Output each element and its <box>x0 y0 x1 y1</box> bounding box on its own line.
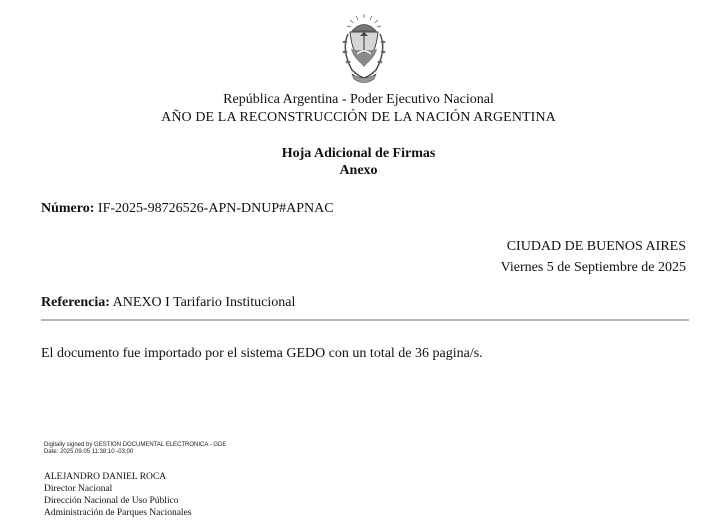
divider <box>41 319 689 321</box>
reference <box>41 295 295 311</box>
header-line-2: AÑO DE LA RECONSTRUCCIÓN DE LA NACIÓN ARGENTINA <box>161 110 556 125</box>
signature-date: Date: 2025.09.05 11:38:10 -03:00 <box>44 449 134 455</box>
signer-name: ALEJANDRO DANIEL ROCA <box>44 472 167 482</box>
coat-of-arms-icon <box>338 12 390 90</box>
document-number <box>41 201 334 217</box>
body-text: El documento fue importado por el sistema GEDO con un total de 36 pagina/s. <box>41 346 483 361</box>
signer-role: Director Nacional <box>44 484 113 494</box>
numero-value: IF-2025-98726526-APN-DNUP#APNAC <box>97 201 334 216</box>
numero-label: Número: <box>41 201 95 216</box>
place: CIUDAD DE BUENOS AIRES <box>506 239 686 254</box>
signer-block <box>44 471 191 519</box>
document-title: Hoja Adicional de Firmas <box>281 146 436 161</box>
signer-office: Dirección Nacional de Uso Público <box>44 496 179 506</box>
referencia-label: Referencia: <box>41 295 110 310</box>
date: Viernes 5 de Septiembre de 2025 <box>500 260 686 275</box>
signature-line-1: Digitally signed by GESTION DOCUMENTAL ELECTRONICA - GDE <box>44 442 227 448</box>
document-subtitle: Anexo <box>339 163 378 178</box>
digital-signature-stamp <box>44 442 226 456</box>
referencia-value: ANEXO I Tarifario Institucional <box>112 295 296 310</box>
header-line-1: República Argentina - Poder Ejecutivo Nacional <box>223 92 494 107</box>
signer-agency: Administración de Parques Nacionales <box>44 508 192 518</box>
